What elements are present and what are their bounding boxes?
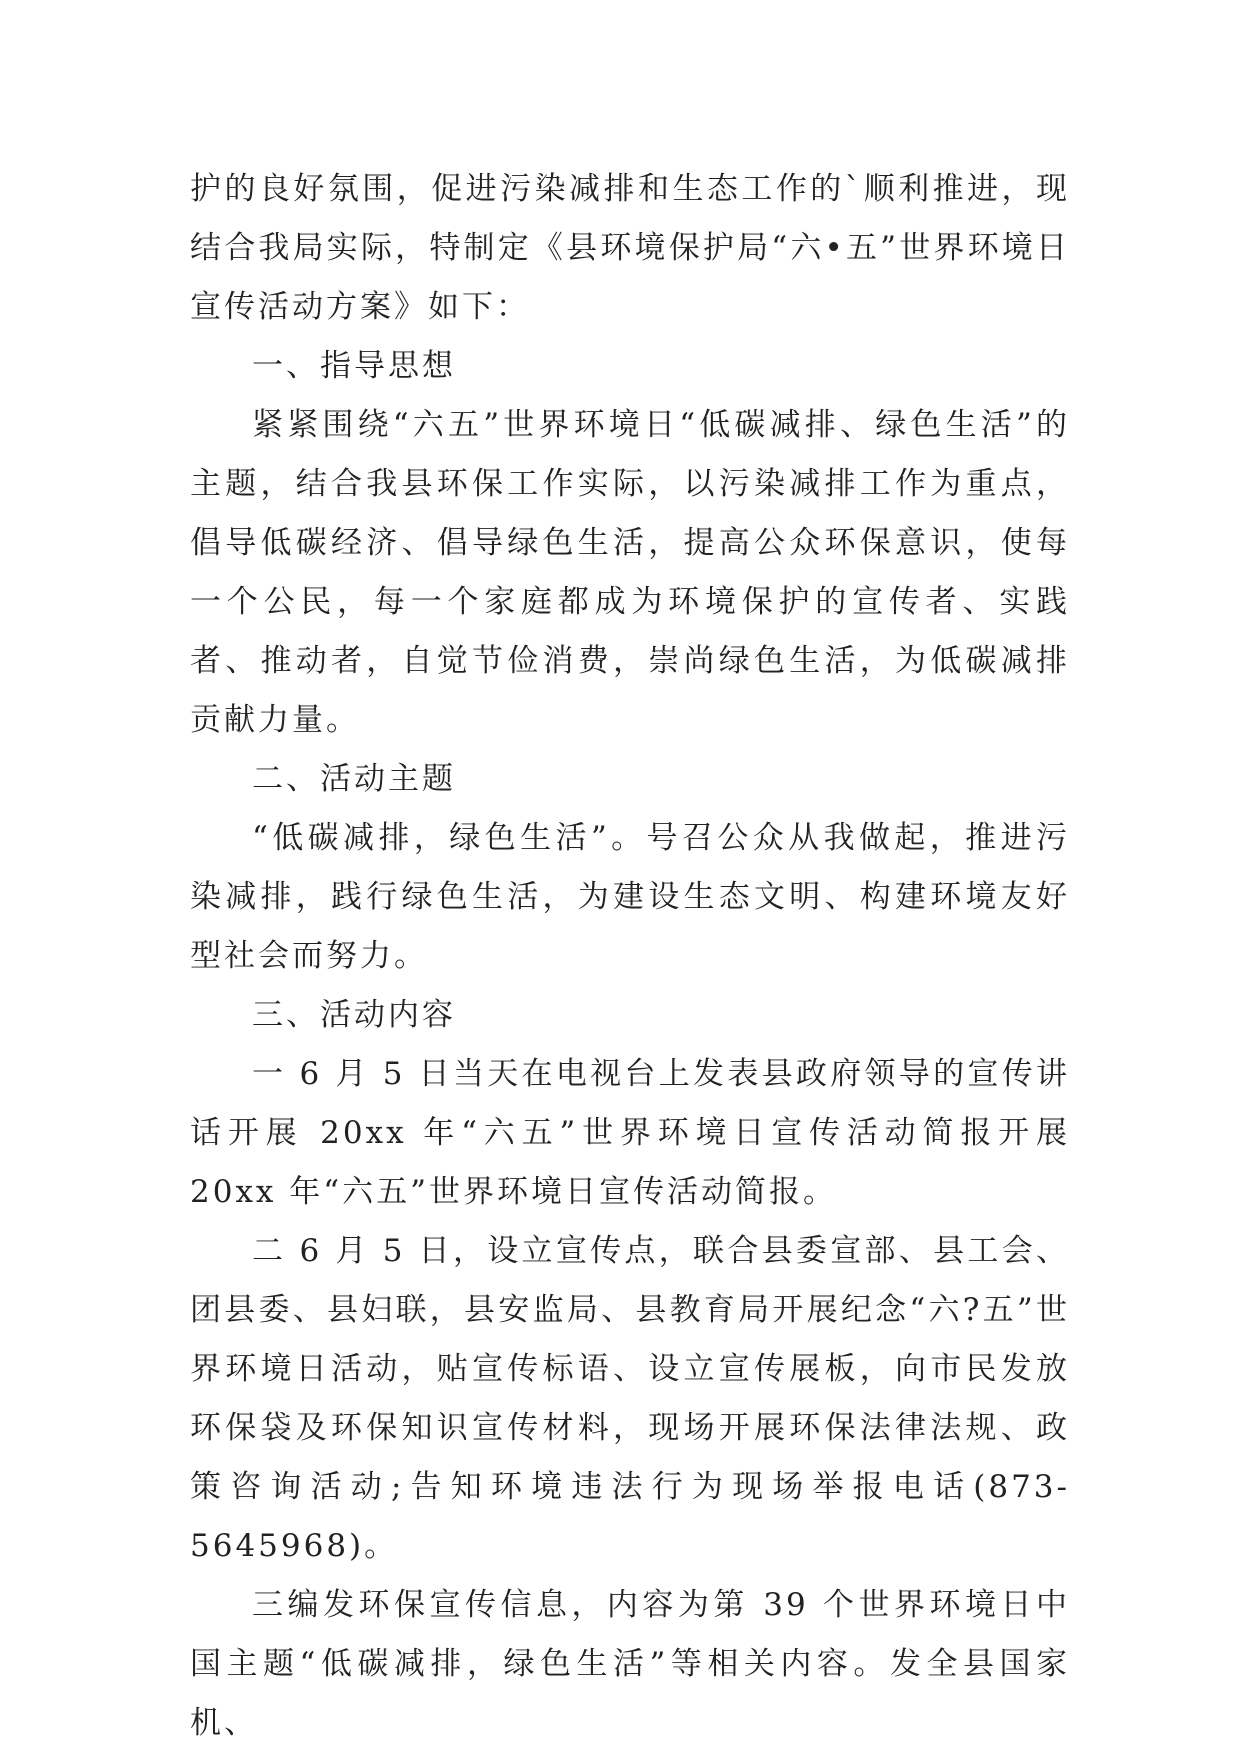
activity-content-item-3: 三编发环保宣传信息，内容为第 39 个世界环境日中国主题“低碳减排，绿色生活”等相关内容。发全县国家机、 xyxy=(190,1587,1070,1741)
activity-content-item-2: 二 6 月 5 日，设立宣传点，联合县委宣部、县工会、团县委、县妇联，县安监局、县教育局开展纪念“六?五”世界环境日活动，贴宣传标语、设立宣传展板，向市民发放环保袋及环保知识宣传材料，现场开展环保法律法规、政策咨询活动;告知环境违法行为现场举报电话(873-5645968)。 xyxy=(190,1233,1070,1564)
activity-content-item-1: 一 6 月 5 日当天在电视台上发表县政府领导的宣传讲话开展 20xx 年“六五”世界环境日宣传活动简报开展 20xx 年“六五”世界环境日宣传活动简报。 xyxy=(190,1056,1070,1210)
document-body xyxy=(190,160,1070,1753)
section-heading-guiding-ideology: 一、指导思想 xyxy=(252,348,456,384)
guiding-ideology-paragraph: 紧紧围绕“六五”世界环境日“低碳减排、绿色生活”的主题，结合我县环保工作实际，以污染减排工作为重点，倡导低碳经济、倡导绿色生活，提高公众环保意识，使每一个公民，每一个家庭都成为环境保护的宣传者、实践者、推动者，自觉节俭消费，崇尚绿色生活，为低碳减排贡献力量。 xyxy=(190,407,1070,738)
section-heading-activity-content: 三、活动内容 xyxy=(252,997,456,1033)
section-heading-activity-theme: 二、活动主题 xyxy=(252,761,456,797)
activity-theme-paragraph: “低碳减排，绿色生活”。号召公众从我做起，推进污染减排，践行绿色生活，为建设生态文明、构建环境友好型社会而努力。 xyxy=(190,820,1070,974)
intro-paragraph: 护的良好氛围，促进污染减排和生态工作的`顺利推进，现结合我局实际，特制定《县环境保护局“六•五”世界环境日宣传活动方案》如下： xyxy=(190,171,1070,325)
